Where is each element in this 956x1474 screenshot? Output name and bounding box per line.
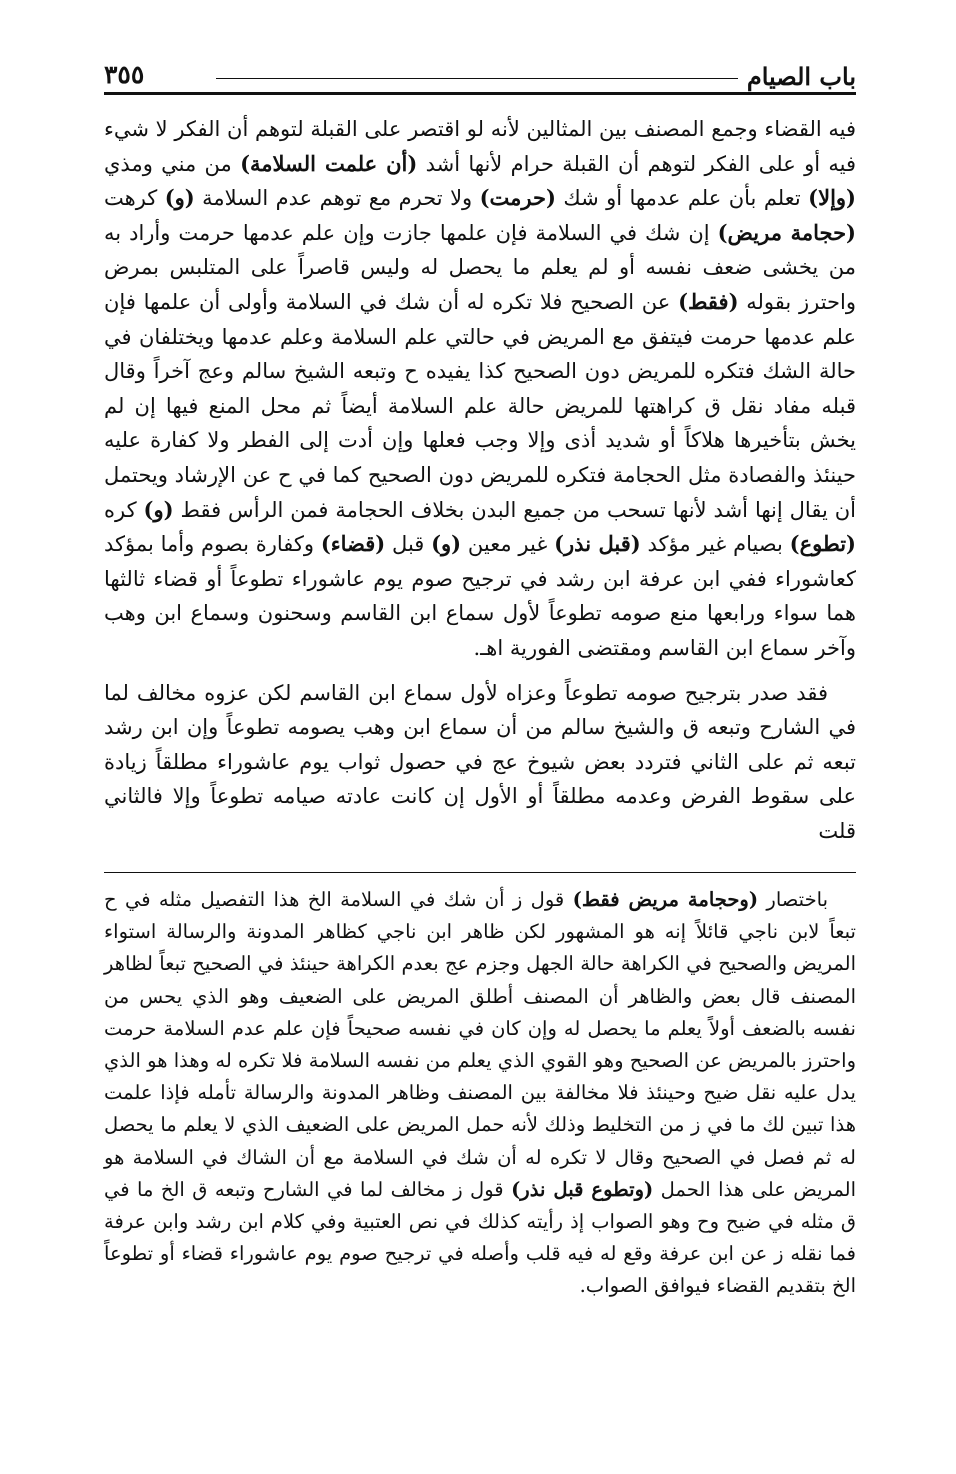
main-bold-term: (حجامة مريض) <box>717 219 856 245</box>
main-text-run: ولا تحرم مع توهم عدم السلامة <box>194 186 480 211</box>
footnote-divider <box>104 872 856 873</box>
main-text-run: كره <box>104 497 144 522</box>
main-text-run: تعلم بأن علم عدمها أو شك <box>555 186 809 211</box>
main-text-run: فيه القضاء وجمع المصنف بين المثالين لأنه لو اقتصر على القبلة لتوهم أن الفكر لا شيء فيه أو على الفكر لتوهم أن القبلة حرام لأنها أشد <box>104 117 856 176</box>
footnote-paragraph <box>104 884 856 1303</box>
main-text-run: كرهت <box>104 186 165 211</box>
main-text-run: وكفارة بصوم وأما بمؤكد كعاشوراء ففي ابن عرفة ابن رشد في ترجيح صوم يوم عاشوراء تطوعاً أو قضاء ثالثها هما سواء ورابعها منع صومه تطوعاً لأول سماع ابن القاسم وسحنون وسماع ابن وهب وآخر سماع ابن القاسم ومقتضى الفورية اهـ. <box>104 532 856 660</box>
main-paragraph-1 <box>104 112 856 666</box>
footnote-text <box>104 884 856 1303</box>
main-bold-term: (فقط) <box>678 288 739 314</box>
footnote-text-run: باختصار <box>758 888 828 911</box>
main-bold-term: (وإلا) <box>808 185 856 211</box>
main-bold-term: (قضاء) <box>320 531 386 557</box>
main-text-run: عن الصحيح فلا تكره له أن شك في السلامة وأولى أن علمها فإن علم عدمها حرمت فيتفق مع المريض في حالتي علم السلامة وعلم عدمها ويختلفان في حالة الشك فتكره للمريض دون الصحيح كذا يفيده ح وتبعه الشيخ سالم وعج آخراً وقال قبله مفاد نقل ق كراهتها للمريض حالة علم السلامة أيضاً ثم محل المنع فيها إن لم يخش بتأخيرها هلاكاً أو شديد أذى وإلا وجب فعلها وإن أدت إلى الفطر ولا كفارة عليه حينئذ والفصادة مثل الحجامة فتكره للمريض دون الصحيح كما في ح عن الإرشاد ويحتمل أن يقال إنها أشد لأنها تسحب من جميع البدن بخلاف الحجامة فمن الرأس فقط <box>104 289 857 522</box>
main-bold-term: (أن علمت السلامة) <box>240 150 418 176</box>
main-paragraph-2: فقد صدر بترجيح صومه تطوعاً وعزاه لأول سماع ابن القاسم لكن عزوه مخالف لما في الشارح وتبعه ق والشيخ سالم من أن سماع ابن وهب يصومه تطوعاً وإن ابن رشد تبعه ثم على الثاني فتردد بعض شيوخ عج في حصول ثواب يوم عاشوراء مطلقاً زيادة على سقوط الفرض وعدمه مطلقاً أو الأول إن كانت عادته صيامه تطوعاً وإلا فالثاني قلت <box>104 680 856 843</box>
main-text <box>104 112 856 848</box>
main-bold-term: (و) <box>164 185 195 211</box>
main-bold-term: (تطوع) <box>789 531 856 557</box>
main-bold-term: (و) <box>431 531 462 557</box>
main-bold-term: (و) <box>143 496 174 522</box>
footnote-text-run: قول ز مخالف لما في الشارح وتبعه ق الخ ما في ق مثله في ضيح وح وهو الصواب إذ رأيته كذلك في نص العتبية وفي كلام ابن رشد وابن عرفة فما نقله ز عن ابن عرفة وقع له فيه قلب وأصله في ترجيح صوم يوم عاشوراء قضاء أو تطوعاً الخ بتقديم القضاء فيوافق الصواب. <box>104 1177 856 1298</box>
footnote-bold-term: (وحجامة مريض فقط) <box>572 888 759 911</box>
page-number: ٣٥٥ <box>104 60 145 89</box>
page-header <box>104 56 856 96</box>
header-line <box>216 78 738 79</box>
main-text-run: بصيام غير مؤكد <box>640 532 790 557</box>
main-bold-term: (حرمت) <box>479 185 556 211</box>
main-bold-term: (قبل نذر) <box>554 531 641 557</box>
main-text-run: قبل <box>385 532 432 557</box>
chapter-title: باب الصيام <box>746 62 856 91</box>
footnote-text-run: قول ز أن شك في السلامة الخ هذا التفصيل مثله في ح تبعاً لابن ناجي قائلاً إنه هو المشهور لكن ظاهر ابن ناجي كظاهر المدونة والرسالة استواء المريض والصحيح في الكراهة حالة الجهل وجزم عج بعدم الكراهة حينئذ في الصحيح تبعاً لظاهر المصنف قال بعض والظاهر أن المصنف أطلق المريض على الضعيف وهو الذي يحس من نفسه بالضعف أولاً يعلم ما يحصل له وإن كان في نفسه صحيحاً فإن علم عدم السلامة حرمت واحترز بالمريض عن الصحيح وهو القوي الذي يعلم من نفسه السلامة فلا تكره له وهذا هو الذي يدل عليه نقل ضيح وحينئذ فلا مخالفة بين المصنف وظاهر المدونة والرسالة تأمله فإذا علمت هذا تبين لك ما في ز من التخليط وذلك لأنه حمل المريض على الضعيف الذي لا يعلم ما يحصل له ثم فصل في الصحيح وقال لا تكره له أن شك في السلامة مع أن الشاك في السلامة هو المريض على هذا الحمل <box>104 888 856 1201</box>
main-text-run: من مني ومذي <box>104 151 241 176</box>
main-text-run: إن شك في السلامة فإن علمها جازت وإن علم عدمها حرمت وأراد به من يخشى ضعف نفسه أو لم يعلم ما يحصل له وليس قاصراً على المتلبس بمرض واحترز بقوله <box>104 220 856 314</box>
main-text-run: غير معين <box>461 532 555 557</box>
footnote-bold-term: (وتطوع قبل نذر) <box>511 1177 654 1201</box>
header-rule <box>104 92 856 95</box>
